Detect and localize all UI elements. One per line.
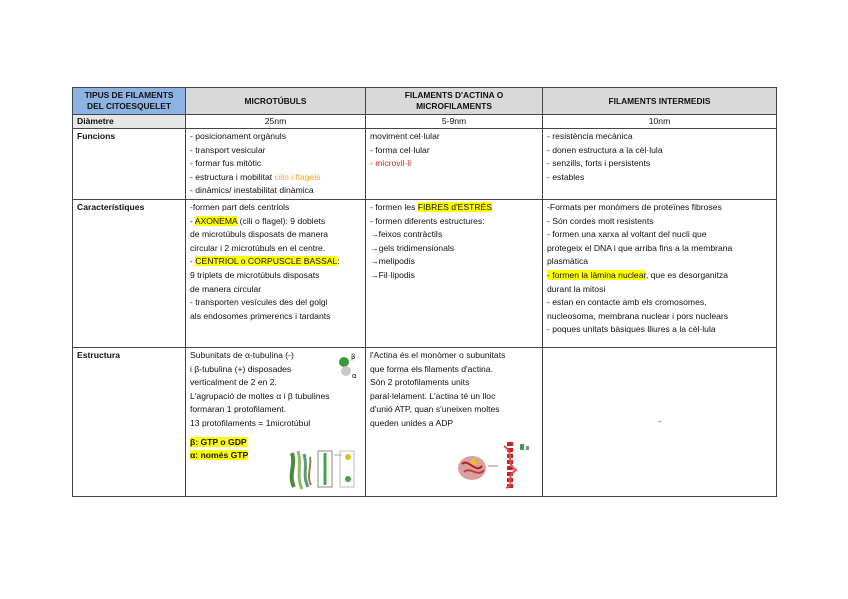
est-mt-line: Subunitats de α-tubulina (-) [190,349,294,360]
est-mt-alpha-gtp: α: només GTP [190,450,249,461]
car-mt-centriol: CENTRIOL o CORPUSCLE BASSAL [195,256,338,267]
cell-estructura-actina [366,347,543,496]
car-fi-line: protegeix el DNA i que arriba fins a la membrana [547,242,733,253]
cell-funcions-microtubuls [186,129,366,200]
car-mt-centriol-rest: : [337,256,340,267]
car-ac-fibres-line [370,201,538,215]
row-label-diametre: Diàmetre [73,115,186,129]
car-mt-centriol-line [190,255,361,269]
car-ac-line: →Fil·lipodis [370,269,415,280]
car-ac-prefix: - formen les [370,201,418,212]
header-actina-line2: MICROFILAMENTS [416,101,492,111]
est-ac-line: queden unides a ADP [370,417,454,428]
header-title-line2: DEL CITOESQUELET [87,101,171,111]
car-mt-line: -formen part dels centriols [190,201,290,212]
car-mt-axonema-rest: (cili o flagel): 9 doblets [237,215,326,226]
header-actina [366,88,543,115]
alpha-subunit-icon [341,366,351,376]
car-mt-axonema-line [190,215,361,229]
cell-caracteristiques-actina [366,199,543,347]
car-mt-dash: - [190,215,195,226]
est-mt-line: i β-tubulina (+) disposades [190,363,292,374]
est-mt-line: formaran 1 protofilament. [190,404,287,415]
cell-diametre-intermedis: 10nm [543,115,777,129]
car-fi-lamina-rest: , que es desorganitza [645,269,729,280]
cytoskeleton-table [72,87,777,497]
car-ac-line: →gels tridimensionals [370,242,455,253]
tubulin-dimer-icon [336,351,358,381]
est-ac-line: paral·lelament. L'actina té un lloc [370,390,496,401]
car-fi-line: - estan en contacte amb els cromosomes, [547,297,707,308]
funcions-ac-line: moviment cel·lular [370,131,440,141]
car-fi-line: - formen una xarxa al voltant del nucli que [547,229,707,240]
cell-caracteristiques-intermedis [543,199,777,347]
est-ac-line: d'unió ATP, quan s'uneixen moltes [370,404,500,415]
car-mt-line: circular i 2 microtúbuls en el centre. [190,242,326,253]
car-ac-line: →feixos contràctils [370,229,443,240]
funcions-mt-line [190,171,361,185]
car-ac-line: →melipodis [370,256,415,267]
funcions-mt-line: - transport vesicular [190,144,266,155]
cell-funcions-actina [366,129,543,200]
funcions-fi-line: - senzills, forts i persistents [547,158,651,169]
funcions-mt-cilis-flagels: cilis i flagels [274,171,321,182]
est-ac-line: Són 2 protofilaments units [370,377,470,388]
car-fi-line: plasmàtica [547,256,589,267]
funcions-mt-mobilitat: - estructura i mobilitat [190,171,275,182]
funcions-mt-line: - formar fus mitòtic [190,158,262,169]
row-label-caracteristiques [73,199,186,347]
est-mt-beta-gtp: β: GTP o GDP [190,436,247,447]
cell-estructura-microtubuls [186,347,366,496]
header-microtubuls: MICROTÚBULS [186,88,366,115]
est-mt-line: verticalment de 2 en 2. [190,377,277,388]
row-label-funcions [73,129,186,200]
funcions-ac-line: - forma cel·lular [370,144,430,155]
car-mt-line: 9 triplets de microtúbuls disposats [190,269,320,280]
row-label-estructura [73,347,186,496]
car-fi-line: durant la mitosi [547,283,606,294]
car-fi-line: - Són cordes molt resistents [547,215,654,226]
beta-subunit-icon [339,357,349,367]
dimer-beta-label: β [351,352,356,361]
funcions-mt-line: - posicionament orgànuls [190,131,287,141]
car-mt-line: de microtúbuls disposats de manera [190,229,329,240]
car-ac-fibres-estres: FIBRES d'ESTRÉS [417,201,492,212]
est-ac-line: l'Actina és el monòmer o subunitats [370,349,506,360]
header-actina-line1: FILAMENTS D'ACTINA O [404,90,504,100]
cell-diametre-actina: 5-9nm [366,115,543,129]
car-mt-line: - transporten vesícules des del golgi [190,297,328,308]
caracteristiques-label: Característiques [77,201,145,212]
cell-funcions-intermedis [543,129,777,200]
funcions-fi-line: - resistència mecànica [547,131,633,141]
car-mt-line: de manera circular [190,283,262,294]
car-mt-dash: - [190,256,196,267]
estructura-label: Estructura [77,349,120,360]
car-fi-lamina-nuclear: - formen la làmina nuclear [547,269,646,280]
car-fi-line: nucleosoma, membrana nuclear i pors nuclears [547,310,729,321]
cell-caracteristiques-microtubuls [186,199,366,347]
car-ac-line: - formen diferents estructures: [370,215,485,226]
car-fi-line: - poques unitats bàsiques lliures a la cèl·lula [547,324,716,335]
est-ac-line: que forma els filaments d'actina. [370,363,493,374]
funcions-fi-line: - estables [547,171,585,182]
actin-structure-image [454,438,534,492]
header-intermedis: FILAMENTS INTERMEDIS [543,88,777,115]
header-title [73,88,186,115]
funcions-fi-line: - donen estructura a la cèl·lula [547,144,663,155]
funcions-mt-line: - dinàmics/ inestabilitat dinàmica [190,185,314,196]
car-fi-line: -Formats per monòmers de proteïnes fibroses [547,201,722,212]
car-fi-lamina-line [547,269,772,283]
funcions-label: Funcions [77,131,116,141]
car-mt-axonema: AXONEMA [194,215,238,226]
dimer-alpha-label: α [352,371,357,380]
funcions-ac-microvilli: - microvil·li [370,158,412,169]
microtubule-structure-image [278,445,358,492]
cell-diametre-microtubuls: 25nm [186,115,366,129]
header-title-line1: TIPUS DE FILAMENTS [84,90,174,100]
est-mt-line: L'agrupació de moltes α i β tubulines [190,390,330,401]
car-mt-line: als endosomes primerencs i tardants [190,310,331,321]
est-mt-line: 13 protofilaments = 1microtúbul [190,417,311,428]
cell-estructura-intermedis: - [543,347,777,496]
